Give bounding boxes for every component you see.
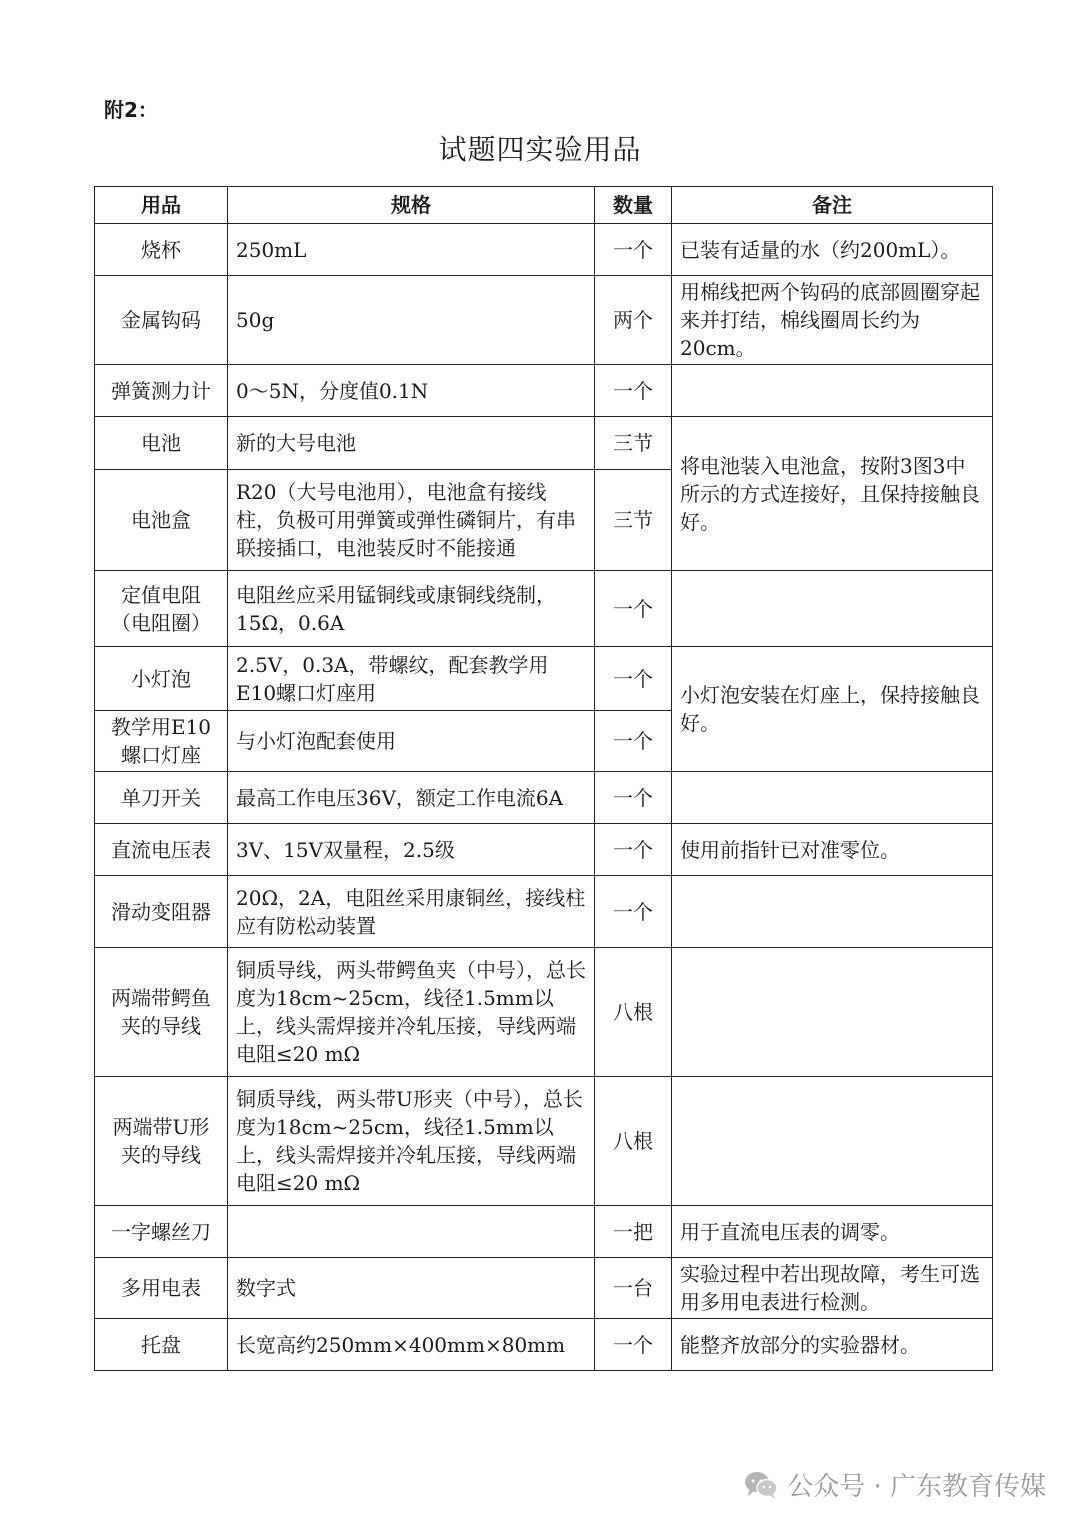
item-spec: 0～5N，分度值0.1N: [228, 365, 595, 417]
item-quantity: 八根: [595, 948, 672, 1077]
table-row: [95, 876, 993, 948]
item-name: 弹簧测力计: [95, 365, 228, 417]
item-spec: 与小灯泡配套使用: [228, 711, 595, 772]
item-note: 将电池装入电池盒，按附3图3中所示的方式连接好，且保持接触良好。: [672, 417, 993, 571]
table-row: [95, 1319, 993, 1371]
watermark: [743, 1466, 1046, 1503]
item-name: 金属钩码: [95, 276, 228, 365]
item-note: 已装有适量的水（约200mL）。: [672, 224, 993, 276]
table-row: [95, 1077, 993, 1206]
item-note: 用棉线把两个钩码的底部圆圈穿起来并打结，棉线圈周长约为20cm。: [672, 276, 993, 365]
table-row: [95, 365, 993, 417]
item-name: 多用电表: [95, 1258, 228, 1319]
item-quantity: 一个: [595, 365, 672, 417]
table-header-row: [95, 187, 993, 224]
item-note: 能整齐放部分的实验器材。: [672, 1319, 993, 1371]
item-quantity: 一个: [595, 1319, 672, 1371]
item-spec: 最高工作电压36V，额定工作电流6A: [228, 772, 595, 824]
item-quantity: 三节: [595, 417, 672, 470]
item-quantity: 一把: [595, 1206, 672, 1258]
table-row: [95, 417, 993, 470]
item-note: 用于直流电压表的调零。: [672, 1206, 993, 1258]
table-row: [95, 571, 993, 647]
item-spec: 250mL: [228, 224, 595, 276]
item-spec: 铜质导线，两头带鳄鱼夹（中号），总长度为18cm~25cm，线径1.5mm以上，线头需焊接并冷轧压接，导线两端电阻≤20 mΩ: [228, 948, 595, 1077]
item-spec: 铜质导线，两头带U形夹（中号），总长度为18cm~25cm，线径1.5mm以上，线头需焊接并冷轧压接，导线两端电阻≤20 mΩ: [228, 1077, 595, 1206]
item-note: [672, 571, 993, 647]
item-spec: 新的大号电池: [228, 417, 595, 470]
table-row: [95, 276, 993, 365]
item-spec: 3V、15V双量程，2.5级: [228, 824, 595, 876]
appendix-label: 附2：: [104, 98, 158, 122]
table-row: [95, 1206, 993, 1258]
header-spec: 规格: [228, 187, 595, 224]
item-quantity: 两个: [595, 276, 672, 365]
item-spec: 50g: [228, 276, 595, 365]
item-name: 电池: [95, 417, 228, 470]
item-note: [672, 365, 993, 417]
item-quantity: 八根: [595, 1077, 672, 1206]
item-note: [672, 876, 993, 948]
item-note: [672, 772, 993, 824]
item-spec: 长宽高约250mm×400mm×80mm: [228, 1319, 595, 1371]
item-name: 一字螺丝刀: [95, 1206, 228, 1258]
header-note: 备注: [672, 187, 993, 224]
item-spec: 数字式: [228, 1258, 595, 1319]
item-name: 烧杯: [95, 224, 228, 276]
item-spec: 电阻丝应采用锰铜线或康铜线绕制，15Ω，0.6A: [228, 571, 595, 647]
item-name: 小灯泡: [95, 647, 228, 711]
item-note: 小灯泡安装在灯座上，保持接触良好。: [672, 647, 993, 772]
item-name: 两端带U形夹的导线: [95, 1077, 228, 1206]
item-note: [672, 948, 993, 1077]
item-quantity: 一个: [595, 711, 672, 772]
item-name: 托盘: [95, 1319, 228, 1371]
item-quantity: 一台: [595, 1258, 672, 1319]
item-spec: [228, 1206, 595, 1258]
item-name: 直流电压表: [95, 824, 228, 876]
item-spec: 20Ω，2A，电阻丝采用康铜丝，接线柱应有防松动装置: [228, 876, 595, 948]
item-name: 教学用E10螺口灯座: [95, 711, 228, 772]
item-name: 两端带鳄鱼夹的导线: [95, 948, 228, 1077]
item-quantity: 一个: [595, 571, 672, 647]
item-name: 滑动变阻器: [95, 876, 228, 948]
item-quantity: 三节: [595, 470, 672, 571]
document-title: 试题四实验用品: [438, 133, 642, 166]
table-row: [95, 1258, 993, 1319]
item-note: 实验过程中若出现故障，考生可选用多用电表进行检测。: [672, 1258, 993, 1319]
item-name: 电池盒: [95, 470, 228, 571]
item-quantity: 一个: [595, 876, 672, 948]
table-row: [95, 772, 993, 824]
item-quantity: 一个: [595, 647, 672, 711]
item-spec: R20（大号电池用），电池盒有接线柱，负极可用弹簧或弹性磷铜片，有串联接插口，电池装反时不能接通: [228, 470, 595, 571]
item-note: 使用前指针已对准零位。: [672, 824, 993, 876]
header-item: 用品: [95, 187, 228, 224]
table-row: [95, 824, 993, 876]
watermark-text: 公众号 · 广东教育传媒: [787, 1472, 1046, 1502]
table-row: [95, 224, 993, 276]
item-note: [672, 1077, 993, 1206]
table-row: [95, 647, 993, 711]
item-quantity: 一个: [595, 824, 672, 876]
item-name: 单刀开关: [95, 772, 228, 824]
item-name: 定值电阻（电阻圈）: [95, 571, 228, 647]
equipment-table: [94, 186, 993, 1371]
header-quantity: 数量: [595, 187, 672, 224]
wechat-icon: [743, 1470, 779, 1500]
item-quantity: 一个: [595, 772, 672, 824]
item-spec: 2.5V，0.3A，带螺纹，配套教学用E10螺口灯座用: [228, 647, 595, 711]
item-quantity: 一个: [595, 224, 672, 276]
table-row: [95, 948, 993, 1077]
